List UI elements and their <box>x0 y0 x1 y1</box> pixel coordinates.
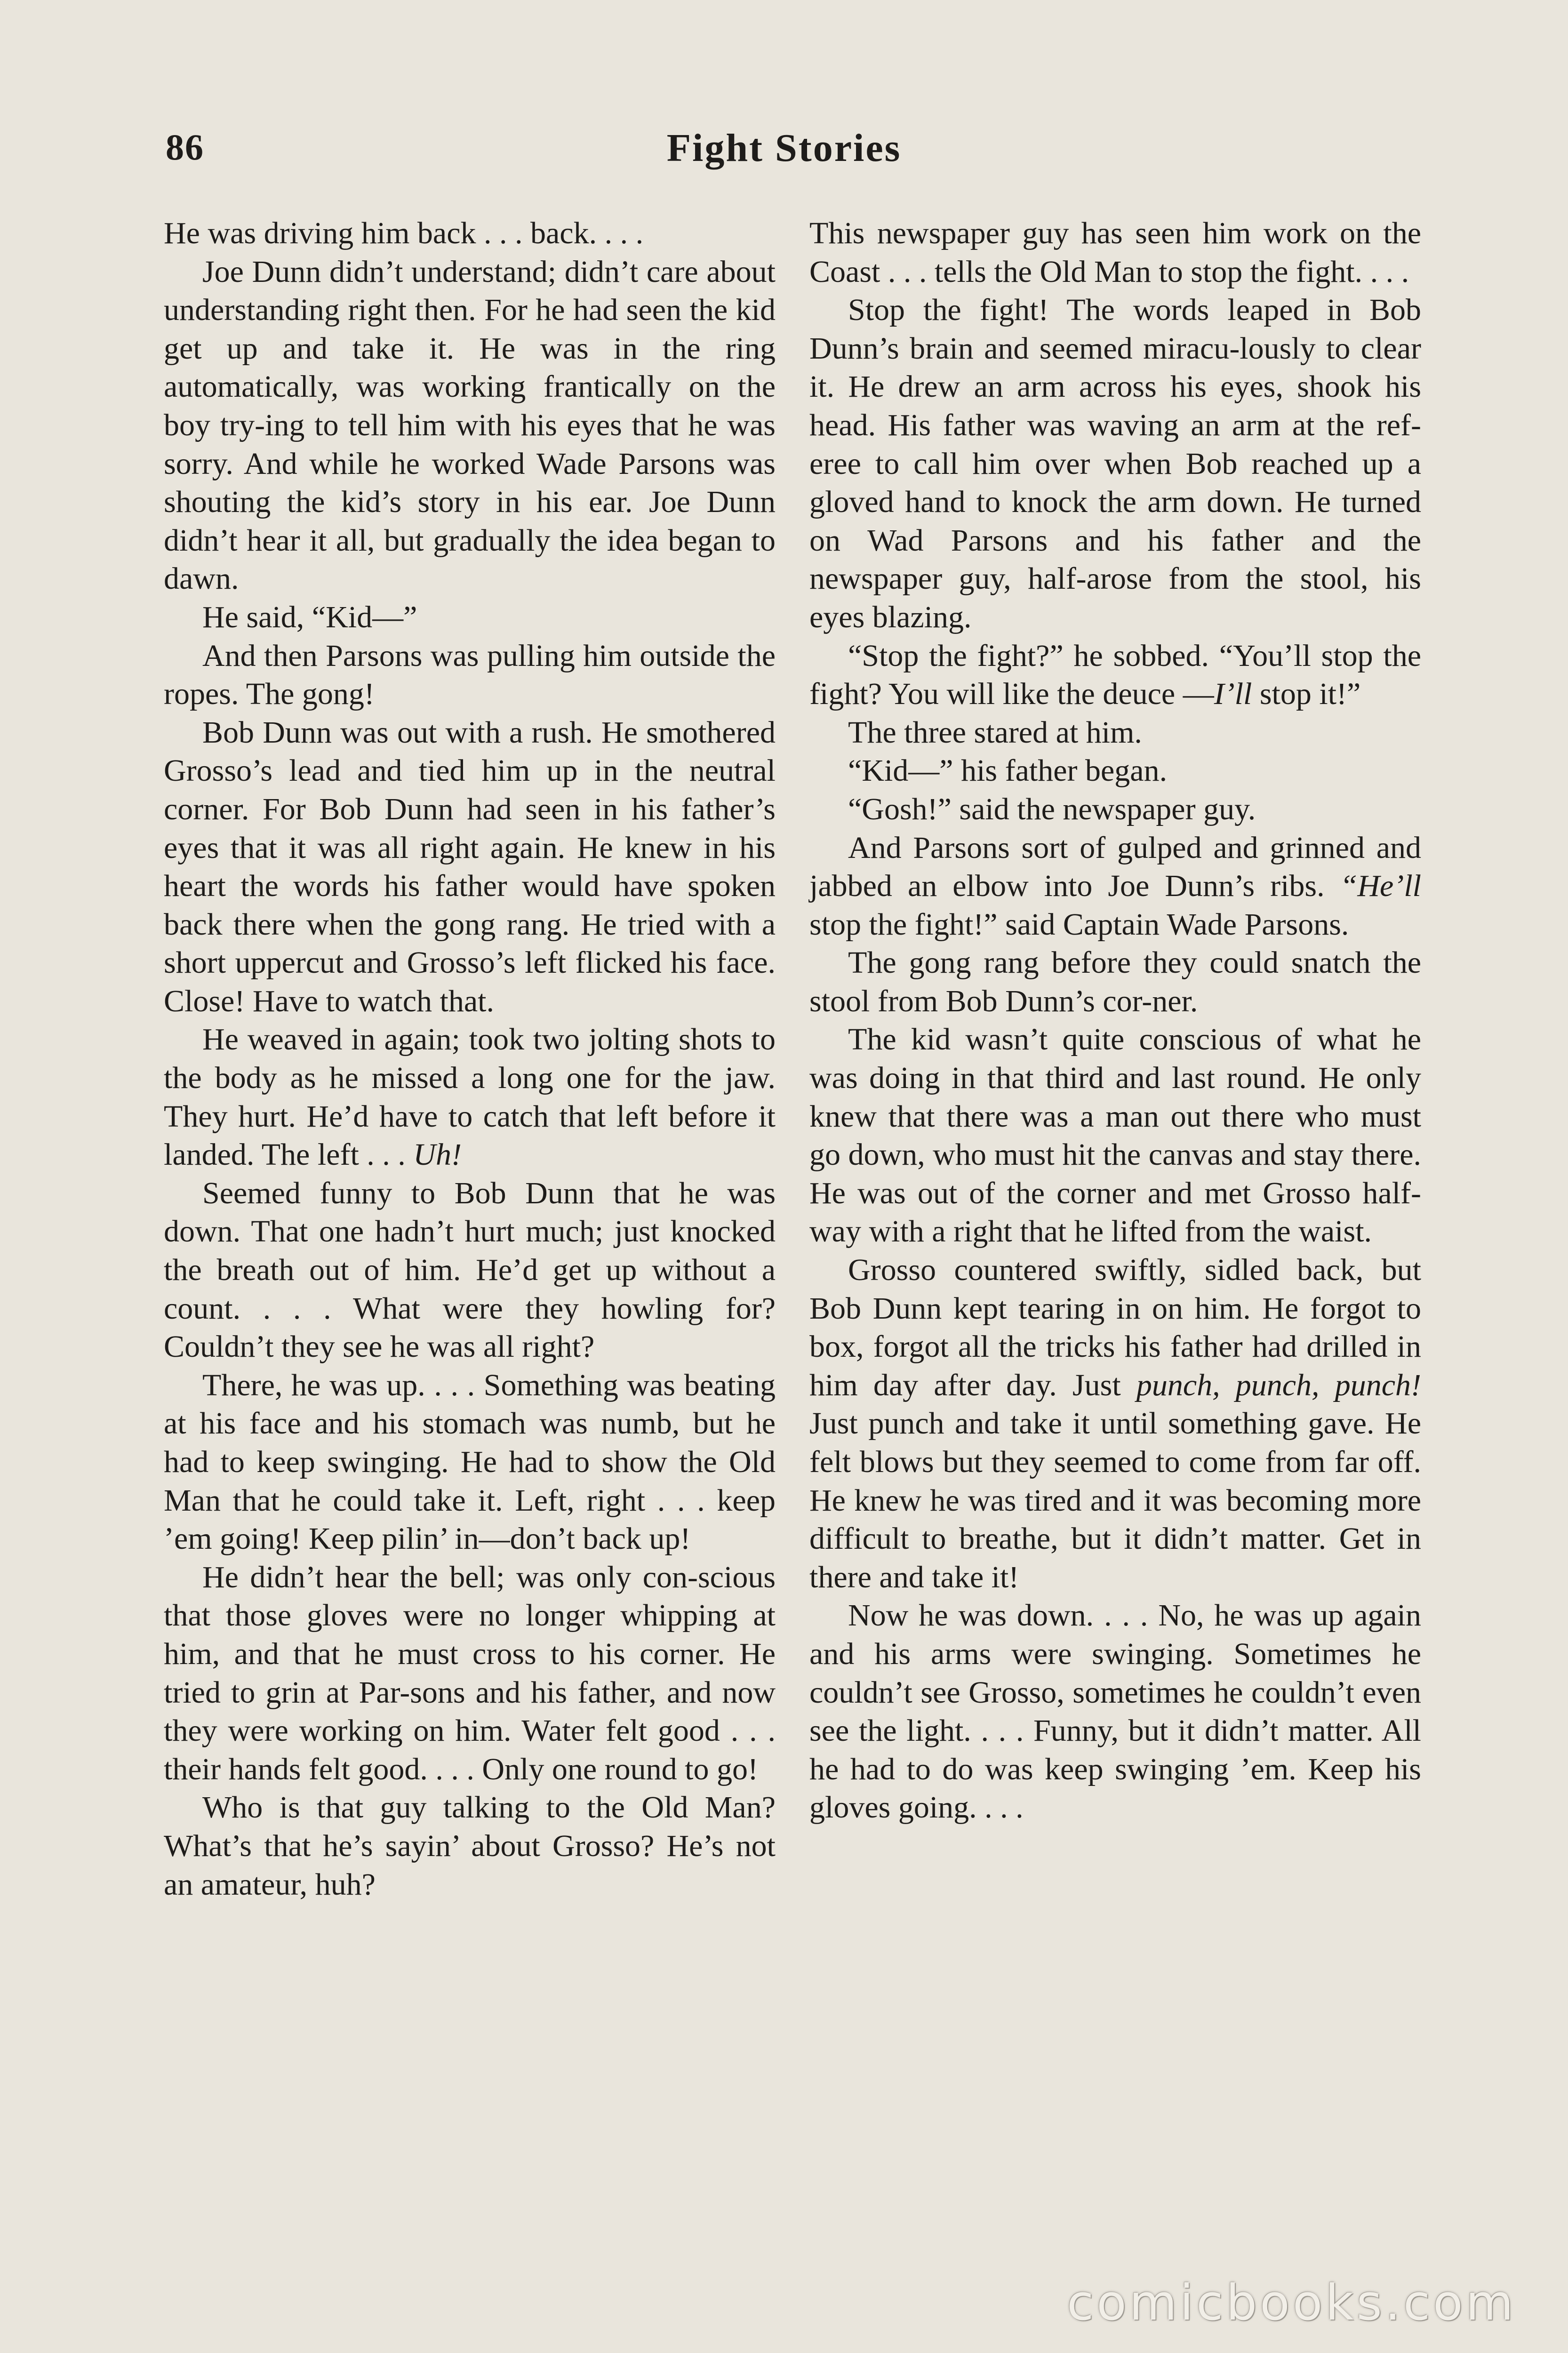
paragraph <box>809 713 1421 752</box>
paragraph-text: “Kid—” his father began. <box>848 753 1168 788</box>
paragraph-text: This newspaper guy has seen him work on the Coast . . . tells the Old Man to stop the fight. . . . <box>809 216 1421 289</box>
paragraph <box>809 1020 1421 1251</box>
paragraph <box>809 944 1421 1020</box>
paragraph-text: Now he was down. . . . No, he was up again and his arms were swinging. Sometimes he couldn’t see Grosso, sometimes he couldn’t even see the light. . . . Funny, but it didn’t matter. All he had to do was keep swinging ’em. Keep his gloves going. . . . <box>809 1598 1421 1825</box>
paragraph <box>809 214 1421 291</box>
paragraph-text: He weaved in again; took two jolting shots to the body as he missed a long one for the jaw. They hurt. He’d have to catch that left before it landed. The left . . . <box>164 1022 776 1172</box>
italic-text: Uh! <box>413 1137 462 1172</box>
paragraph <box>164 1788 776 1904</box>
paragraph-text: The kid wasn’t quite conscious of what he was doing in that third and last round. He only knew that there was a man out there who must go down, who must hit the canvas and stay there. He was out of the corner and met Grosso half-way with a right that he lifted from the waist. <box>809 1022 1421 1249</box>
paragraph-text: And then Parsons was pulling him outside the ropes. The gong! <box>164 638 776 712</box>
paragraph-text: He said, “Kid—” <box>202 600 417 634</box>
page-number: 86 <box>166 127 204 168</box>
paragraph-text: Seemed funny to Bob Dunn that he was down. That one hadn’t hurt much; just knocked the breath out of him. He’d get up without a count. . . . What were they howling for? Couldn’t they see he was all right? <box>164 1176 776 1364</box>
paragraph <box>809 637 1421 713</box>
paragraph-text: Joe Dunn didn’t understand; didn’t care about understanding right then. For he had seen the kid get up and take it. He was in the ring automatically, was working frantically on the boy try-ing to tell him with his eyes that he was sorry. And while he worked Wade Parsons was shouting the kid’s story in his ear. Joe Dunn didn’t hear it all, but gradually the idea began to dawn. <box>164 254 776 596</box>
paragraph <box>164 1558 776 1789</box>
right-column <box>809 214 1421 2219</box>
paragraph <box>164 1020 776 1174</box>
paragraph <box>164 214 776 253</box>
paragraph <box>809 291 1421 636</box>
paragraph <box>164 253 776 598</box>
italic-text: “He’ll <box>1340 869 1421 904</box>
paragraph-text: And Parsons sort of gulped and grinned and jabbed an elbow into Joe Dunn’s ribs. <box>809 830 1421 904</box>
magazine-title: Fight Stories <box>666 126 902 170</box>
paragraph-text: stop the fight!” said Captain Wade Parsons. <box>809 907 1349 942</box>
paragraph <box>164 713 776 1021</box>
paragraph <box>809 829 1421 944</box>
paragraph-text: The three stared at him. <box>848 715 1142 750</box>
paragraph-text: Bob Dunn was out with a rush. He smothered Grosso’s lead and tied him up in the neutral corner. For Bob Dunn had seen in his father’s eyes that it was all right again. He knew in his heart the words his father would have spoken back there when the gong rang. He tried with a short uppercut and Grosso’s left flicked his face. Close! Have to watch that. <box>164 715 776 1018</box>
paragraph <box>164 1174 776 1366</box>
paragraph-text: stop it!” <box>1252 677 1361 712</box>
paragraph-text: “Gosh!” said the newspaper guy. <box>848 792 1256 826</box>
paragraph-text: Just punch and take it until something gave. He felt blows but they seemed to come from far off. He knew he was tired and it was becoming more difficult to breathe, but it didn’t matter. Get in there and take it! <box>809 1406 1421 1594</box>
left-column <box>164 214 776 2219</box>
article-body <box>164 214 1421 2219</box>
italic-text: punch, punch, punch! <box>1136 1368 1421 1402</box>
paragraph-text: He didn’t hear the bell; was only con-scious that those gloves were no longer whipping at him, and that he must cross to his corner. He tried to grin at Par-sons and his father, and now they were working on him. Water felt good . . . their hands felt good. . . . Only one round to go! <box>164 1560 776 1786</box>
paragraph-text: He was driving him back . . . back. . . . <box>164 216 644 250</box>
paragraph-text: Grosso countered swiftly, sidled back, but Bob Dunn kept tearing in on him. He forgot to box, forgot all the tricks his father had drilled in him day after day. Just <box>809 1253 1421 1402</box>
paragraph <box>809 790 1421 829</box>
paragraph-text: The gong rang before they could snatch the stool from Bob Dunn’s cor-ner. <box>809 945 1421 1018</box>
paragraph-text: There, he was up. . . . Something was beating at his face and his stomach was numb, but he had to keep swinging. He had to show the Old Man that he could take it. Left, right . . . keep ’em going! Keep pilin’ in—don’t back up! <box>164 1368 776 1556</box>
paragraph-text: Stop the fight! The words leaped in Bob Dunn’s brain and seemed miracu-lously to clear it. He drew an arm across his eyes, shook his head. His father was waving an arm at the ref-eree to call him over when Bob reached up a gloved hand to knock the arm down. He turned on Wad Parsons and his father and the newspaper guy, half-arose from the stool, his eyes blazing. <box>809 293 1421 634</box>
italic-text: I’ll <box>1214 677 1252 712</box>
paragraph <box>809 1596 1421 1827</box>
paragraph-text: Who is that guy talking to the Old Man? What’s that he’s sayin’ about Grosso? He’s not an amateur, huh? <box>164 1790 776 1902</box>
paragraph-text: “Stop the fight?” he sobbed. “You’ll stop the fight? You will like the deuce — <box>809 638 1421 712</box>
paragraph <box>164 1366 776 1558</box>
paragraph <box>164 598 776 637</box>
paragraph <box>164 637 776 713</box>
watermark: comicbooks.com <box>1066 2274 1516 2331</box>
paragraph <box>809 752 1421 790</box>
paragraph <box>809 1251 1421 1596</box>
